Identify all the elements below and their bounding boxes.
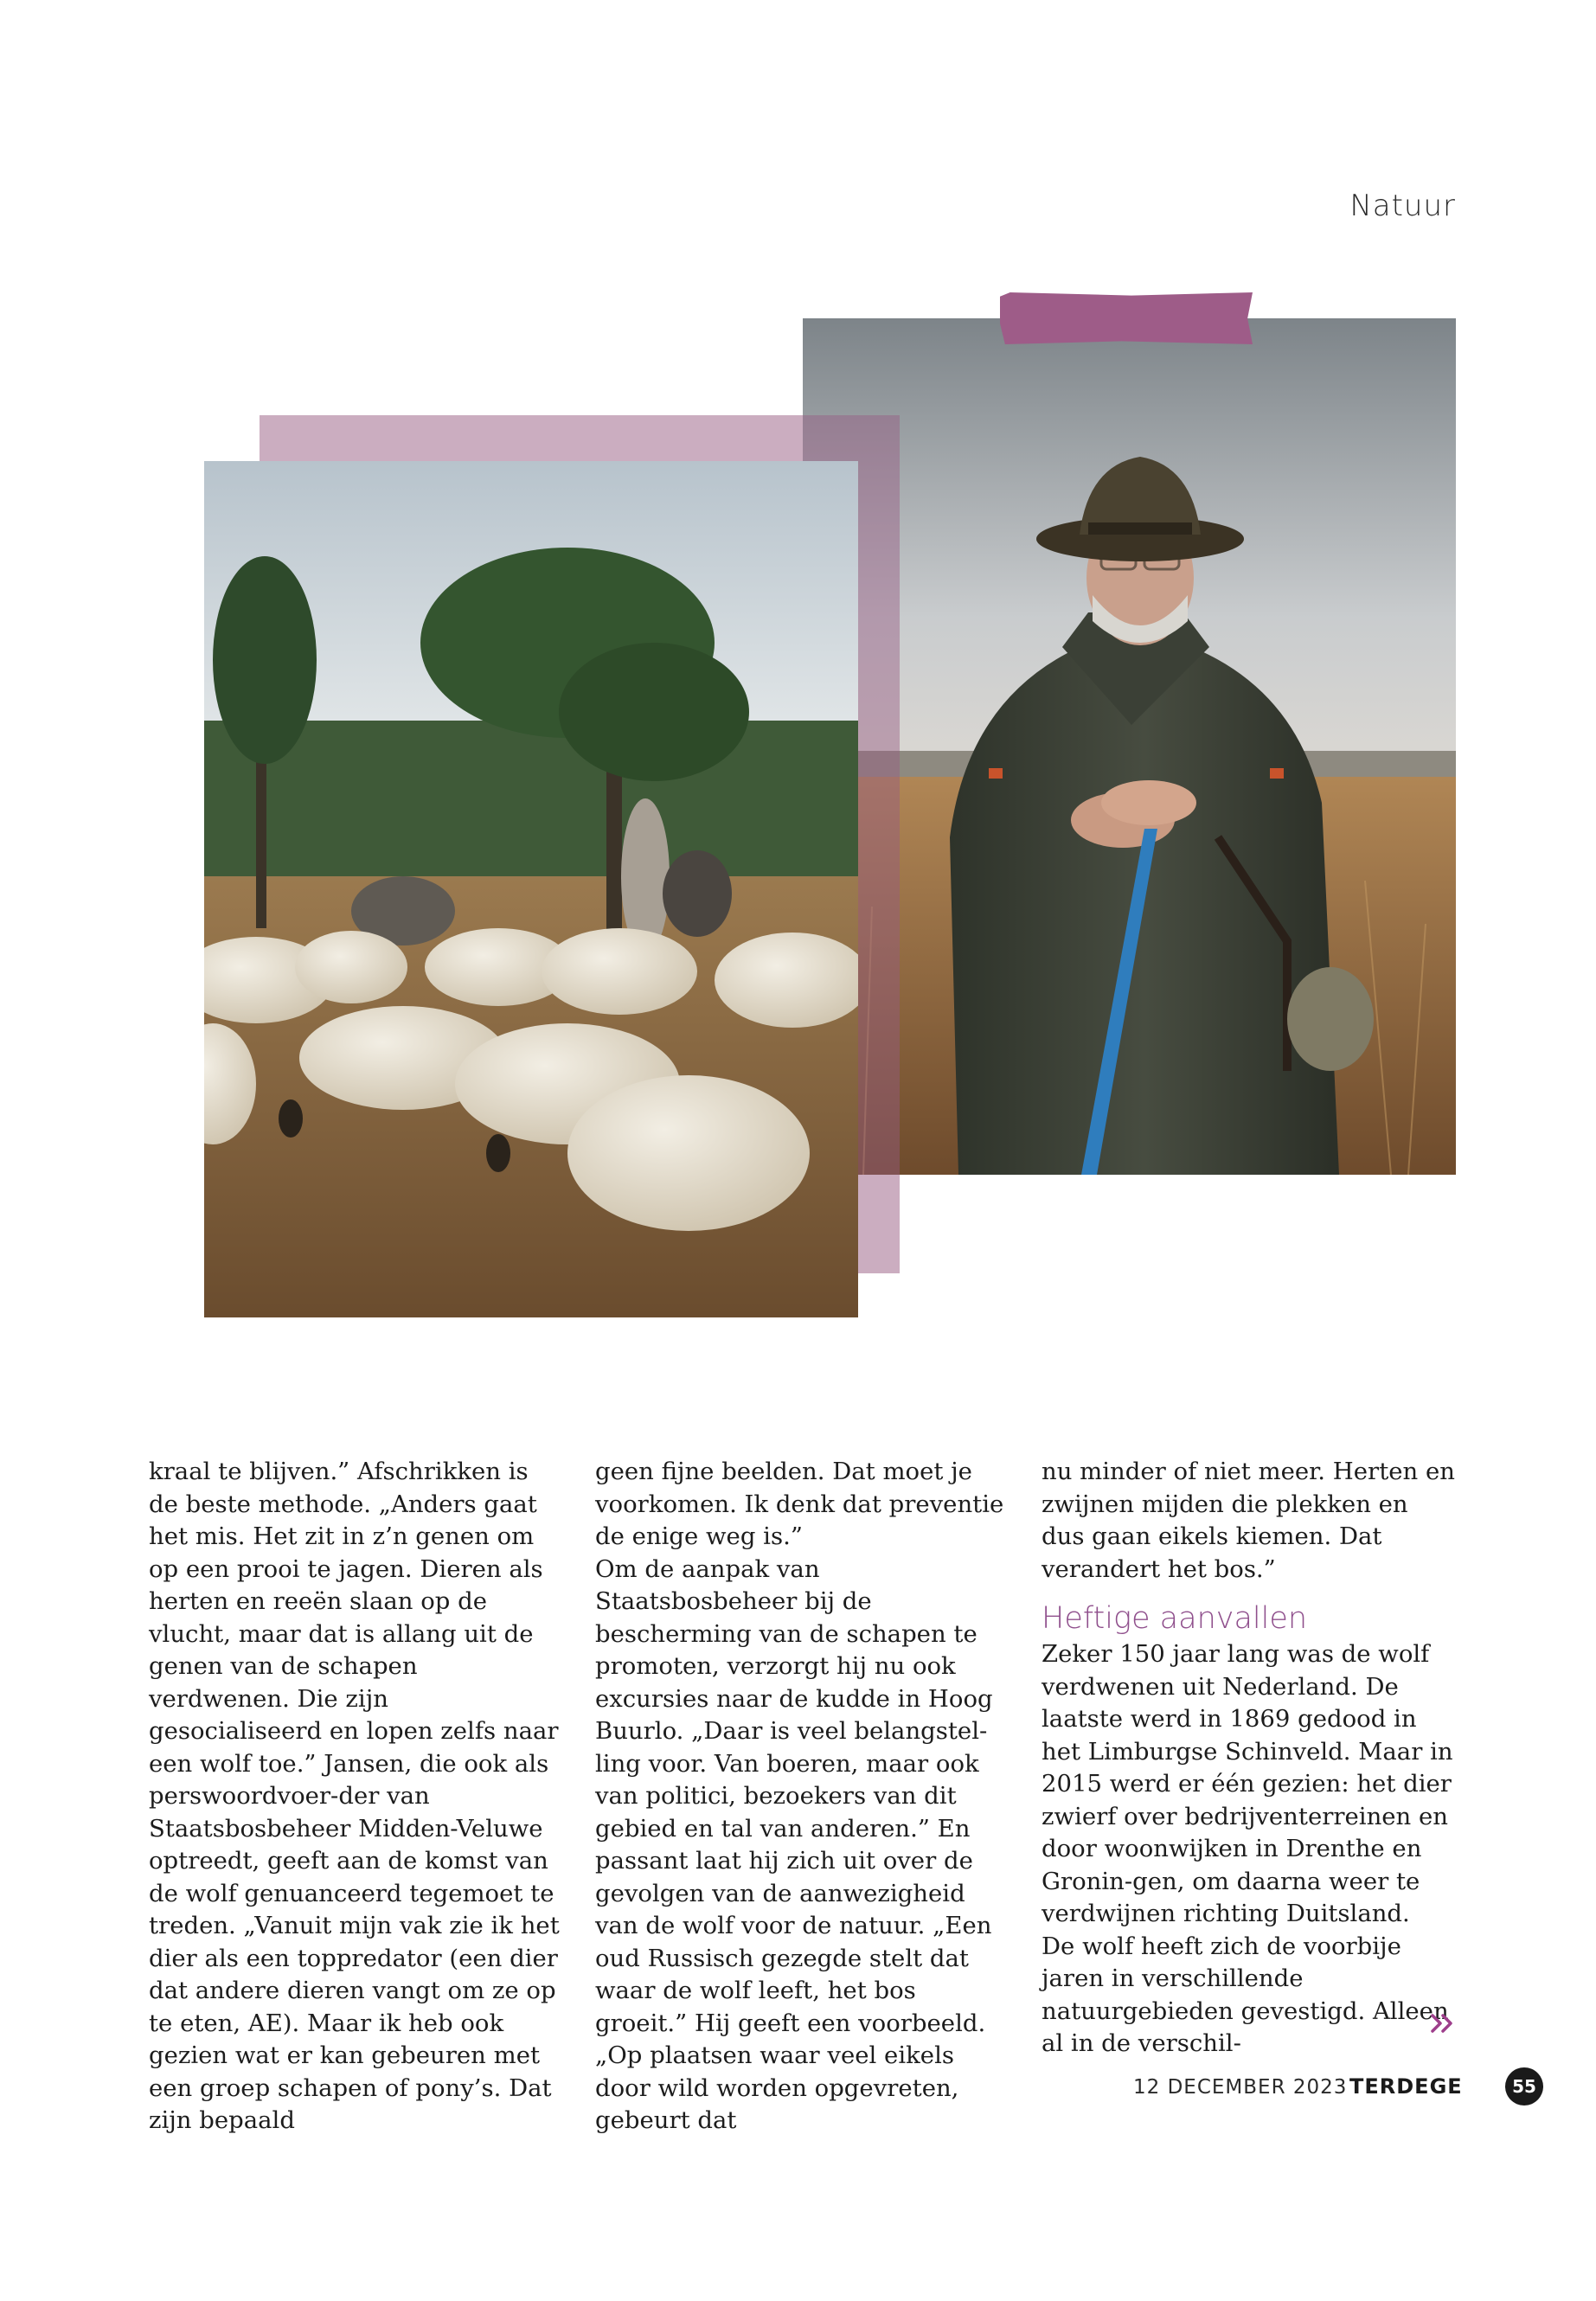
article-column-1 [149, 1456, 564, 2138]
page-number: 55 [1505, 2067, 1543, 2106]
continue-chevron-icon [1429, 2009, 1458, 2038]
subheading: Heftige aanvallen [1042, 1601, 1308, 1636]
article-column-3 [1042, 1456, 1457, 2061]
article-paragraph: Zeker 150 jaar lang was de wolf verdwenen uit Nederland. De laatste werd in 1869 gedood in het Limburgse Schinveld. Maar in 2015 werd er één gezien: het dier zwierf over bedrijventerreinen en door woonwijken in Drenthe en Gronin-gen, om daarna weer te verdwijnen richting Duitsland. [1042, 1640, 1453, 1927]
article-paragraph: geen fijne beelden. Dat moet je voorkomen. Ik denk dat preventie de enige weg is.” [595, 1458, 1004, 1550]
article-paragraph: kraal te blijven.” Afschrikken is de beste methode. „Anders gaat het mis. Het zit in z’n genen om op een prooi te jagen. Dieren als herten en reeën slaan op de vlucht, maar dat is allang uit de genen van de schapen verdwenen. Die zijn gesocialiseerd en lopen zelfs naar een wolf toe.” Jansen, die ook als perswoordvoer-der van Staatsbosbeheer Midden-Veluwe optreedt, geeft aan de komst van de wolf genuanceerd tegemoet te treden. „Vanuit mijn vak zie ik het dier als een toppredator (een dier dat andere dieren vangt om ze op te eten, AE). Maar ik heb ook gezien wat er kan gebeuren met een groep schapen of pony’s. Dat zijn bepaald [149, 1458, 560, 2134]
article-paragraph: De wolf heeft zich de voorbije jaren in verschillende natuurgebieden gevestigd. Alleen al in de verschil- [1042, 1932, 1449, 2057]
shepherd-portrait-photo [803, 318, 1456, 1175]
article-paragraph: Om de aanpak van Staatsbosbeheer bij de bescherming van de schapen te promoten, verzorgt hij nu ook excursies naar de kudde in Hoog Buurlo. „Daar is veel belangstel-ling voor. Van boeren, maar ook van politici, bezoekers van dit gebied en tal van anderen.” En passant laat hij zich uit over de gevolgen van de aanwezigheid van de wolf voor de natuur. „Een oud Russisch gezegde stelt dat waar de wolf leeft, het bos groeit.” Hij geeft een voorbeeld. „Op plaatsen waar veel eikels door wild worden opgevreten, gebeurt dat [595, 1554, 993, 2134]
article-paragraph: nu minder of niet meer. Herten en zwijnen mijden die plekken en dus gaan eikels kiemen. Dat verandert het bos.” [1042, 1458, 1455, 1583]
issue-date: 12 DECEMBER 2023 [1133, 2076, 1348, 2099]
sheep-and-goats-on-heath-photo [204, 461, 858, 1317]
tape-decoration [1000, 292, 1253, 344]
article-column-2 [595, 1456, 1010, 2138]
magazine-name: TERDEGE [1349, 2074, 1463, 2099]
section-label: Natuur [1349, 189, 1456, 223]
